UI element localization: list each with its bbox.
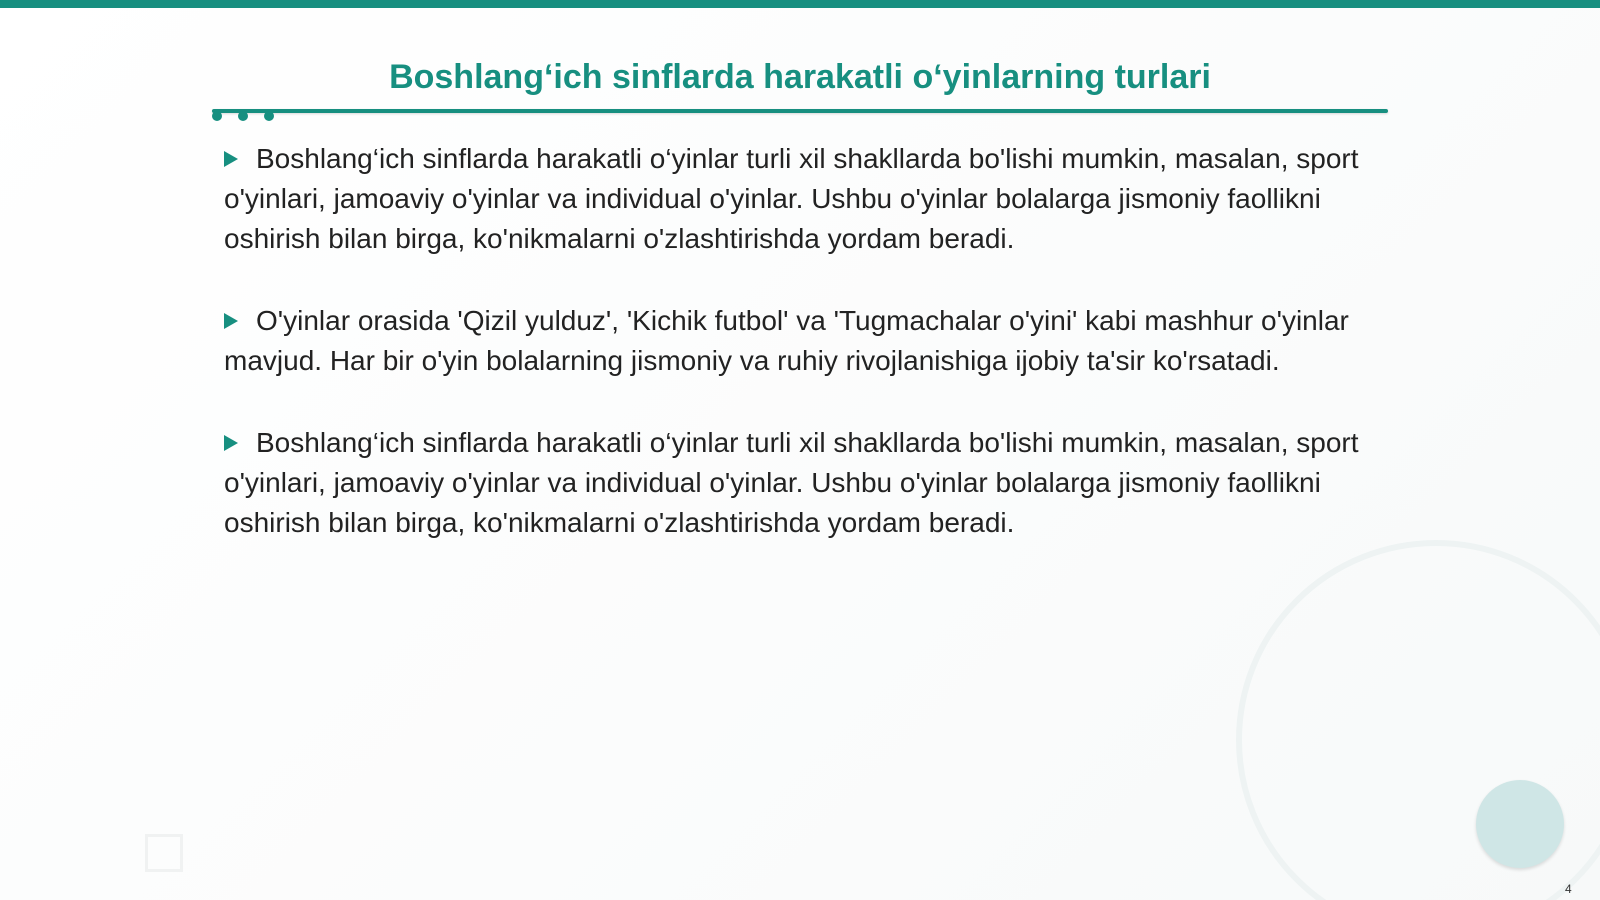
bullet-item [224, 139, 1364, 259]
decorative-square [145, 834, 183, 872]
bullet-list [224, 139, 1364, 585]
bullet-arrow-icon [224, 313, 238, 329]
bullet-item [224, 423, 1364, 543]
underline-dot-3 [264, 111, 274, 121]
decorative-circle [1476, 780, 1564, 868]
top-accent-bar [0, 0, 1600, 8]
bullet-arrow-icon [224, 151, 238, 167]
title-underline [212, 109, 1388, 113]
slide-title: Boshlang‘ich sinflarda harakatli o‘yinlarning turlari [389, 58, 1211, 96]
bullet-text: O'yinlar orasida 'Qizil yulduz', 'Kichik futbol' va 'Tugmachalar o'yini' kabi mashhur o'yinlar mavjud. Har bir o'yin bolalarning jismoniy va ruhiy rivojlanishiga ijobiy ta'sir ko'rsatadi. [224, 305, 1349, 376]
bullet-text: Boshlang‘ich sinflarda harakatli o‘yinlar turli xil shakllarda bo'lishi mumkin, masalan, sport o'yinlari, jamoaviy o'yinlar va individual o'yinlar. Ushbu o'yinlar bolalarga jismoniy faollikni oshirish bilan birga, ko'nikmalarni o'zlashtirishda yordam beradi. [224, 427, 1359, 538]
underline-dot-2 [238, 111, 248, 121]
bullet-arrow-icon [224, 435, 238, 451]
bullet-item [224, 301, 1364, 381]
underline-dot-1 [212, 111, 222, 121]
bullet-text: Boshlang‘ich sinflarda harakatli o‘yinlar turli xil shakllarda bo'lishi mumkin, masalan, sport o'yinlari, jamoaviy o'yinlar va individual o'yinlar. Ushbu o'yinlar bolalarga jismoniy faollikni oshirish bilan birga, ko'nikmalarni o'zlashtirishda yordam beradi. [224, 143, 1359, 254]
page-number: 4 [1565, 882, 1572, 896]
